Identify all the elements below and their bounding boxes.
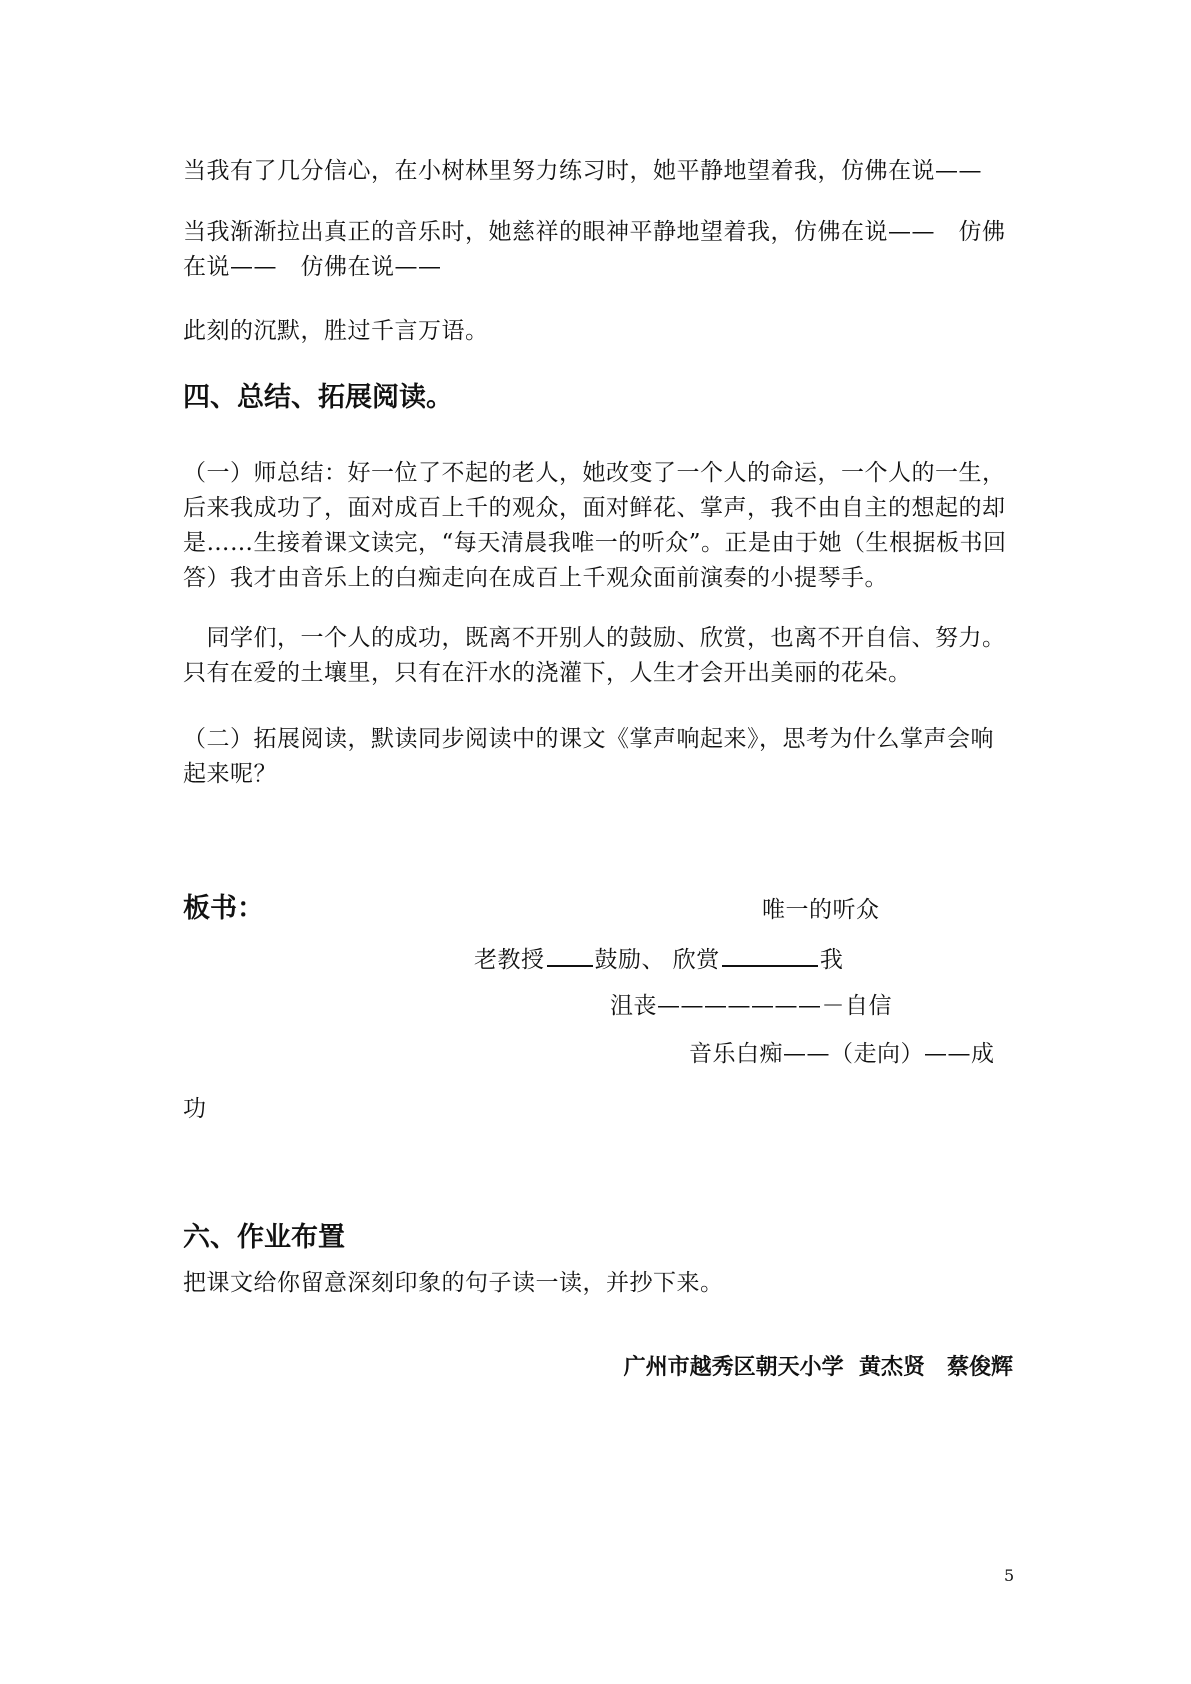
board-me: 我 bbox=[819, 947, 844, 973]
board-label: 板书： bbox=[183, 893, 264, 924]
board-professor: 老教授 bbox=[474, 947, 545, 973]
section-six-heading: 六、作业布置 bbox=[183, 1222, 345, 1253]
paragraph-real-music: 当我渐渐拉出真正的音乐时，她慈祥的眼神平静地望着我，仿佛在说—— 仿佛在说—— 仿佛在说—— bbox=[183, 219, 1006, 280]
page-number: 5 bbox=[1004, 1566, 1015, 1585]
paragraph-silence: 此刻的沉默，胜过千言万语。 bbox=[183, 318, 489, 344]
board-line-teacher bbox=[474, 941, 843, 976]
paragraph-confidence: 当我有了几分信心，在小树林里努力练习时，她平静地望着我，仿佛在说—— bbox=[183, 158, 982, 184]
board-line-success-end: 功 bbox=[183, 1096, 207, 1122]
underline-blank bbox=[547, 941, 593, 967]
summary-paragraph: （一）师总结：好一位了不起的老人，她改变了一个人的命运，一个人的一生，后来我成功了，面对成百上千的观众，面对鲜花、掌声，我不由自主的想起的却是……生接着课文读完，“每天清晨我唯一的听众”。正是由于她（生根据板书回答）我才由音乐上的白痴走向在成百上千观众面前演奏的小提琴手。 bbox=[183, 460, 1007, 591]
board-line-success: 音乐白痴——（走向）——成 bbox=[689, 1041, 995, 1067]
board-title: 唯一的听众 bbox=[762, 897, 880, 923]
board-line-confidence: 沮丧———————－自信 bbox=[610, 993, 892, 1019]
board-encourage: 鼓励、 欣赏 bbox=[594, 947, 720, 973]
author-signature: 广州市越秀区朝天小学 黄杰贤 蔡俊辉 bbox=[623, 1355, 1013, 1380]
extended-reading-paragraph: （二）拓展阅读，默读同步阅读中的课文《掌声响起来》，思考为什么掌声会响起来呢？ bbox=[183, 726, 994, 787]
section-four-heading: 四、总结、拓展阅读。 bbox=[183, 382, 453, 413]
homework-text: 把课文给你留意深刻印象的句子读一读，并抄下来。 bbox=[183, 1270, 724, 1296]
encouragement-paragraph: 同学们，一个人的成功，既离不开别人的鼓励、欣赏，也离不开自信、努力。只有在爱的土壤里，只有在汗水的浇灌下，人生才会开出美丽的花朵。 bbox=[183, 625, 1006, 686]
underline-blank bbox=[722, 941, 818, 967]
